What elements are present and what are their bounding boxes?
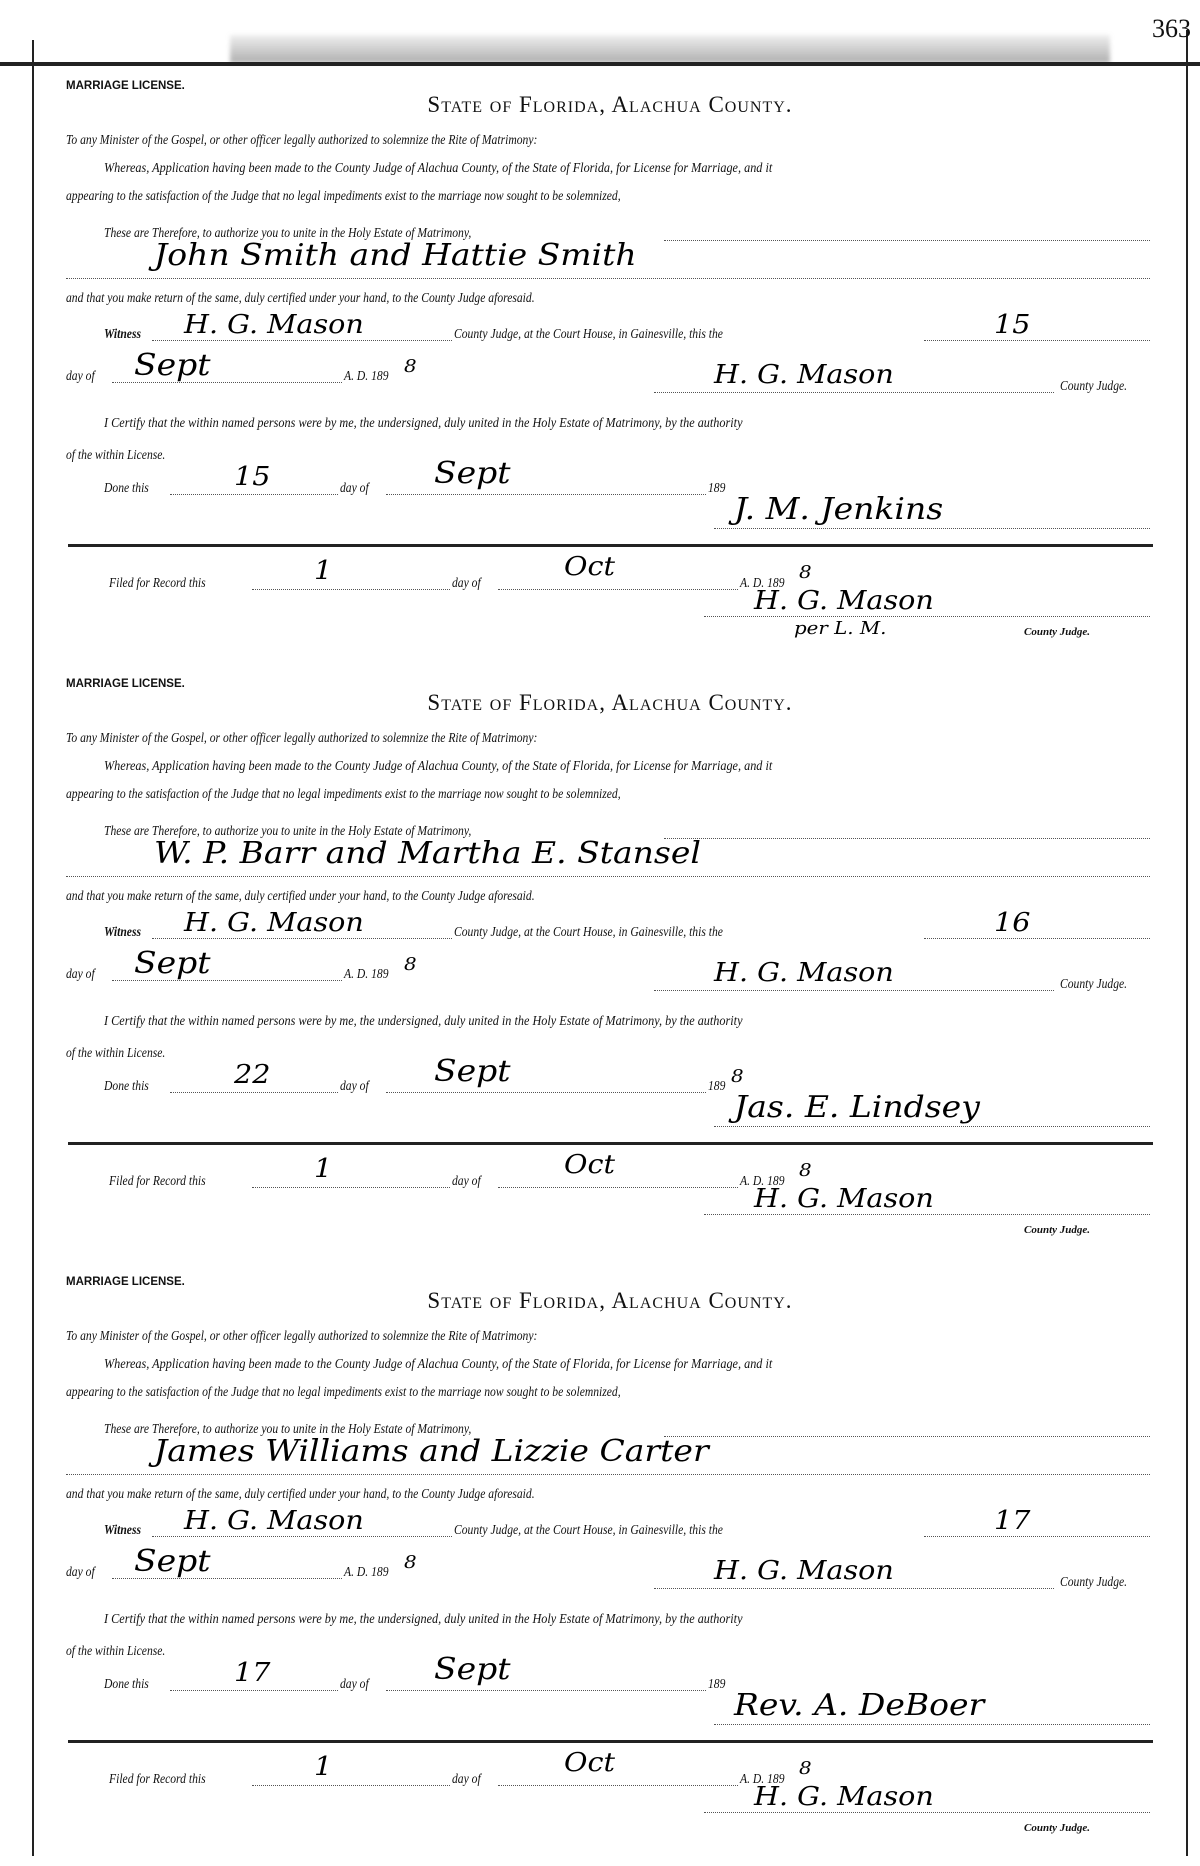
marriage-license bbox=[34, 668, 1186, 1268]
filed-signature: H. G. Mason bbox=[754, 586, 934, 616]
dotted-line bbox=[252, 1785, 450, 1786]
within-license-line: of the within License. bbox=[66, 1045, 166, 1060]
license-label: MARRIAGE LICENSE. bbox=[66, 1276, 185, 1288]
witness-label: Witness bbox=[104, 924, 141, 939]
done-month: Sept bbox=[434, 1652, 511, 1687]
issue-day: 15 bbox=[994, 310, 1031, 340]
filed-day: 1 bbox=[314, 1752, 333, 1782]
marriage-license bbox=[34, 1266, 1186, 1866]
dotted-line bbox=[704, 616, 1150, 617]
appearing-line: appearing to the satisfaction of the Judge that no legal impediments exist to the marriage now sought to be solemnized, bbox=[66, 1384, 621, 1399]
year-label: 189 bbox=[708, 1676, 726, 1691]
couple-names: James Williams and Lizzie Carter bbox=[154, 1434, 709, 1469]
appearing-line: appearing to the satisfaction of the Judge that no legal impediments exist to the marriage now sought to be solemnized, bbox=[66, 786, 621, 801]
dotted-line bbox=[152, 340, 452, 341]
whereas-line: Whereas, Application having been made to the County Judge of Alachua County, of the State of Florida, for License for Marriage, and it bbox=[104, 160, 773, 175]
dotted-line bbox=[66, 876, 1150, 877]
dotted-line bbox=[170, 1092, 338, 1093]
done-day-of-label: day of bbox=[340, 1078, 369, 1093]
court-house-line: County Judge, at the Court House, in Gainesville, this the bbox=[454, 326, 723, 341]
witness-signature: H. G. Mason bbox=[184, 310, 364, 340]
witness-signature: H. G. Mason bbox=[184, 1506, 364, 1536]
return-line: and that you make return of the same, duly certified under your hand, to the County Judge aforesaid. bbox=[66, 1486, 535, 1501]
section-rule bbox=[68, 1142, 1153, 1145]
within-license-line: of the within License. bbox=[66, 447, 166, 462]
address-line: To any Minister of the Gospel, or other officer legally authorized to solemnize the Rite of Matrimony: bbox=[66, 132, 538, 147]
therefore-line: These are Therefore, to authorize you to unite in the Holy Estate of Matrimony, bbox=[104, 1421, 472, 1436]
done-year-digit: 8 bbox=[731, 1066, 744, 1087]
within-license-line: of the within License. bbox=[66, 1643, 166, 1658]
filed-county-judge-label: County Judge. bbox=[1024, 1822, 1091, 1834]
filed-county-judge-label: County Judge. bbox=[1024, 626, 1091, 638]
filed-label: Filed for Record this bbox=[109, 575, 206, 590]
section-rule bbox=[68, 544, 1153, 547]
witness-label: Witness bbox=[104, 1522, 141, 1537]
filed-ad-label: A. D. 189 bbox=[740, 1771, 785, 1786]
address-line: To any Minister of the Gospel, or other officer legally authorized to solemnize the Rite of Matrimony: bbox=[66, 1328, 538, 1343]
officiant-signature: Rev. A. DeBoer bbox=[734, 1688, 985, 1723]
issue-year-digit: 8 bbox=[404, 1552, 417, 1573]
done-month: Sept bbox=[434, 1054, 511, 1089]
dotted-line bbox=[664, 240, 1150, 241]
dotted-line bbox=[714, 528, 1150, 529]
dotted-line bbox=[714, 1724, 1150, 1725]
filed-day-of-label: day of bbox=[452, 575, 481, 590]
filed-ad-label: A. D. 189 bbox=[740, 575, 785, 590]
day-of-label: day of bbox=[66, 368, 95, 383]
filed-day-of-label: day of bbox=[452, 1173, 481, 1188]
therefore-line: These are Therefore, to authorize you to unite in the Holy Estate of Matrimony, bbox=[104, 823, 472, 838]
done-this-label: Done this bbox=[104, 480, 149, 495]
license-label: MARRIAGE LICENSE. bbox=[66, 80, 185, 92]
issue-month: Sept bbox=[134, 946, 211, 981]
judge-signature: H. G. Mason bbox=[714, 360, 894, 390]
officiant-signature: J. M. Jenkins bbox=[734, 492, 944, 527]
certify-line: I Certify that the within named persons were by me, the undersigned, duly united in the Holy Estate of Matrimony, by the authority bbox=[104, 1013, 743, 1028]
dotted-line bbox=[386, 494, 706, 495]
couple-names: W. P. Barr and Martha E. Stansel bbox=[154, 836, 701, 871]
year-label: 189 bbox=[708, 480, 726, 495]
done-day-of-label: day of bbox=[340, 480, 369, 495]
dotted-line bbox=[152, 938, 452, 939]
dotted-line bbox=[924, 1536, 1150, 1537]
judge-signature: H. G. Mason bbox=[714, 958, 894, 988]
dotted-line bbox=[170, 1690, 338, 1691]
return-line: and that you make return of the same, duly certified under your hand, to the County Judge aforesaid. bbox=[66, 888, 535, 903]
dotted-line bbox=[252, 589, 450, 590]
county-judge-label: County Judge. bbox=[1060, 378, 1128, 393]
page-border-right bbox=[1186, 30, 1188, 1856]
dotted-line bbox=[704, 1812, 1150, 1813]
dotted-line bbox=[704, 1214, 1150, 1215]
witness-label: Witness bbox=[104, 326, 141, 341]
top-rule bbox=[0, 62, 1200, 66]
page-number: 363 bbox=[1152, 14, 1191, 43]
dotted-line bbox=[386, 1092, 706, 1093]
filed-year-digit: 8 bbox=[799, 1160, 812, 1181]
address-line: To any Minister of the Gospel, or other officer legally authorized to solemnize the Rite of Matrimony: bbox=[66, 730, 538, 745]
done-day-of-label: day of bbox=[340, 1676, 369, 1691]
issue-day: 17 bbox=[994, 1506, 1031, 1536]
dotted-line bbox=[654, 990, 1054, 991]
therefore-line: These are Therefore, to authorize you to unite in the Holy Estate of Matrimony, bbox=[104, 225, 472, 240]
dotted-line bbox=[252, 1187, 450, 1188]
license-title: State of Florida, Alachua County. bbox=[427, 1288, 793, 1313]
filed-month: Oct bbox=[564, 552, 615, 582]
issue-year-digit: 8 bbox=[404, 954, 417, 975]
done-day: 15 bbox=[234, 462, 271, 492]
court-house-line: County Judge, at the Court House, in Gainesville, this the bbox=[454, 1522, 723, 1537]
done-month: Sept bbox=[434, 456, 511, 491]
court-house-line: County Judge, at the Court House, in Gainesville, this the bbox=[454, 924, 723, 939]
whereas-line: Whereas, Application having been made to the County Judge of Alachua County, of the State of Florida, for License for Marriage, and it bbox=[104, 1356, 773, 1371]
whereas-line: Whereas, Application having been made to the County Judge of Alachua County, of the State of Florida, for License for Marriage, and it bbox=[104, 758, 773, 773]
filed-signature: H. G. Mason bbox=[754, 1782, 934, 1812]
issue-year-digit: 8 bbox=[404, 356, 417, 377]
appearing-line: appearing to the satisfaction of the Judge that no legal impediments exist to the marriage now sought to be solemnized, bbox=[66, 188, 621, 203]
filed-year-digit: 8 bbox=[799, 1758, 812, 1779]
done-day: 22 bbox=[234, 1060, 271, 1090]
dotted-line bbox=[654, 392, 1054, 393]
dotted-line bbox=[924, 938, 1150, 939]
dotted-line bbox=[498, 589, 738, 590]
issue-month: Sept bbox=[134, 348, 211, 383]
done-this-label: Done this bbox=[104, 1676, 149, 1691]
issue-month: Sept bbox=[134, 1544, 211, 1579]
judge-signature: H. G. Mason bbox=[714, 1556, 894, 1586]
dotted-line bbox=[66, 1474, 1150, 1475]
done-this-label: Done this bbox=[104, 1078, 149, 1093]
couple-names: John Smith and Hattie Smith bbox=[154, 238, 637, 273]
license-title: State of Florida, Alachua County. bbox=[427, 690, 793, 715]
marriage-license bbox=[34, 70, 1186, 670]
filed-month: Oct bbox=[564, 1150, 615, 1180]
ad-label: A. D. 189 bbox=[344, 966, 389, 981]
filed-year-digit: 8 bbox=[799, 562, 812, 583]
dotted-line bbox=[152, 1536, 452, 1537]
dotted-line bbox=[664, 1436, 1150, 1437]
dotted-line bbox=[498, 1187, 738, 1188]
dotted-line bbox=[170, 494, 338, 495]
scan-smudge bbox=[230, 35, 1110, 63]
filed-month: Oct bbox=[564, 1748, 615, 1778]
dotted-line bbox=[714, 1126, 1150, 1127]
filed-signature: H. G. Mason bbox=[754, 1184, 934, 1214]
license-label: MARRIAGE LICENSE. bbox=[66, 678, 185, 690]
county-judge-label: County Judge. bbox=[1060, 976, 1128, 991]
dotted-line bbox=[654, 1588, 1054, 1589]
dotted-line bbox=[386, 1690, 706, 1691]
done-day: 17 bbox=[234, 1658, 271, 1688]
day-of-label: day of bbox=[66, 966, 95, 981]
filed-label: Filed for Record this bbox=[109, 1173, 206, 1188]
dotted-line bbox=[498, 1785, 738, 1786]
year-label: 189 bbox=[708, 1078, 726, 1093]
license-title: State of Florida, Alachua County. bbox=[427, 92, 793, 117]
officiant-signature: Jas. E. Lindsey bbox=[734, 1090, 980, 1125]
return-line: and that you make return of the same, duly certified under your hand, to the County Judge aforesaid. bbox=[66, 290, 535, 305]
section-rule bbox=[68, 1740, 1153, 1743]
filed-county-judge-label: County Judge. bbox=[1024, 1224, 1091, 1236]
filed-day: 1 bbox=[314, 1154, 333, 1184]
ad-label: A. D. 189 bbox=[344, 1564, 389, 1579]
filed-day: 1 bbox=[314, 556, 333, 586]
filed-per-initials: per L. M. bbox=[794, 618, 887, 639]
ad-label: A. D. 189 bbox=[344, 368, 389, 383]
filed-ad-label: A. D. 189 bbox=[740, 1173, 785, 1188]
day-of-label: day of bbox=[66, 1564, 95, 1579]
issue-day: 16 bbox=[994, 908, 1031, 938]
filed-day-of-label: day of bbox=[452, 1771, 481, 1786]
certify-line: I Certify that the within named persons were by me, the undersigned, duly united in the Holy Estate of Matrimony, by the authority bbox=[104, 415, 743, 430]
filed-label: Filed for Record this bbox=[109, 1771, 206, 1786]
dotted-line bbox=[66, 278, 1150, 279]
dotted-line bbox=[664, 838, 1150, 839]
witness-signature: H. G. Mason bbox=[184, 908, 364, 938]
county-judge-label: County Judge. bbox=[1060, 1574, 1128, 1589]
dotted-line bbox=[924, 340, 1150, 341]
certify-line: I Certify that the within named persons were by me, the undersigned, duly united in the Holy Estate of Matrimony, by the authority bbox=[104, 1611, 743, 1626]
